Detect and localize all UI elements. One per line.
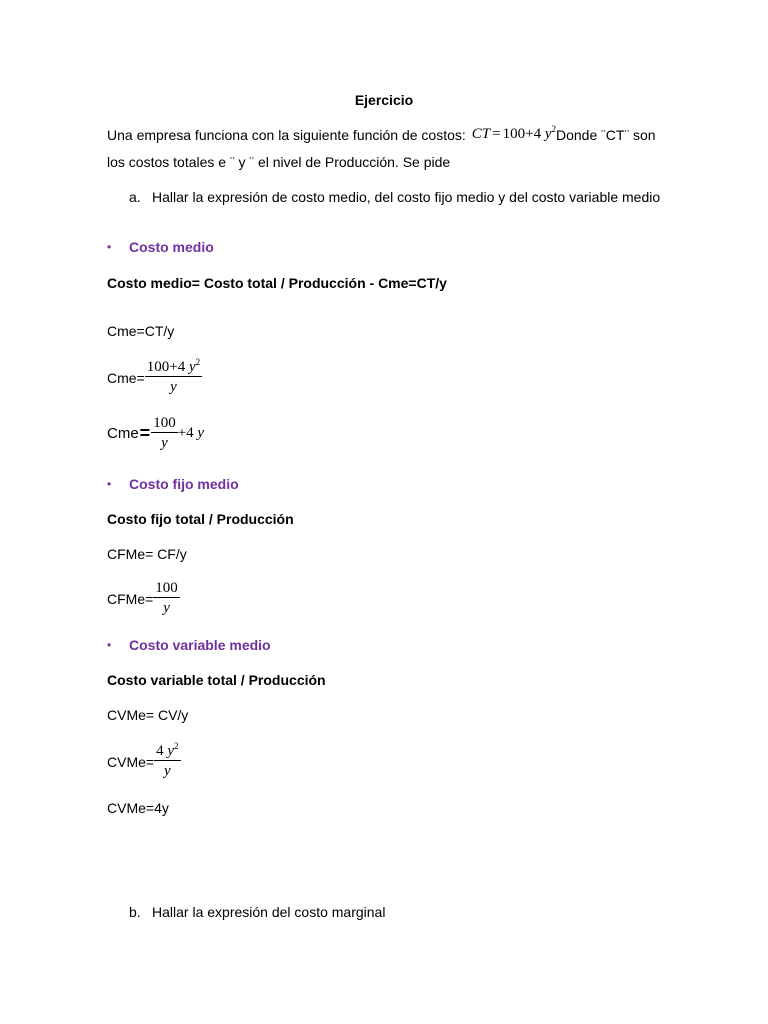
fraction [151,414,178,453]
num-var: y [188,359,196,375]
eq-cme-1: Cme=CT/y [107,323,175,339]
fraction-denominator: y [170,379,177,395]
item-b-text: Hallar la expresión del costo marginal [152,904,386,920]
tail-var: y [197,425,205,441]
bullet-costo-fijo-medio: • [107,477,112,491]
eq-cme-2-label: Cme= [107,369,145,386]
eq-cvme-3: CVMe=4y [107,800,169,816]
fraction-denominator: y [163,763,171,779]
eq-cme-3-label: Cme [107,425,139,442]
heading-costo-fijo-medio: Costo fijo medio [129,476,239,492]
fraction-numerator: 100 [155,580,178,596]
bullet-costo-variable-medio: • [107,638,112,652]
ct-exp: 2 [551,124,556,134]
ct-formula [472,126,556,143]
eq-cfme-2-label: CFMe= [107,590,154,607]
item-b-marker: b. [129,904,141,920]
ct-symbol: CT [471,126,491,142]
num-exp: 2 [195,357,201,367]
fraction-denominator: y [161,435,168,451]
intro-line-1 [107,126,656,143]
def-costo-medio: Costo medio= Costo total / Producción - Cme=CT/y [107,275,447,291]
fraction [153,579,180,618]
eq-cme-2 [107,358,202,397]
ct-var: y [544,126,552,142]
bullet-costo-medio: • [107,240,112,254]
num-value: 4 [156,743,164,759]
heading-costo-medio: Costo medio [129,239,214,255]
intro-text-before: Una empresa funciona con la siguiente función de costos: [107,126,466,143]
fraction-numerator [154,742,180,761]
eq-cfme-2 [107,579,180,618]
eq-cvme-2-label: CVMe= [107,753,155,770]
intro-text-after: Donde ¨CT¨ son [556,126,656,143]
num-var: y [167,743,174,759]
fraction-denominator: y [163,600,170,616]
fraction [145,358,202,397]
num-exp: 2 [174,741,179,751]
def-costo-variable-medio: Costo variable total / Producción [107,672,326,688]
intro-line-2: los costos totales e ¨ y ¨ el nivel de Producción. Se pide [107,154,451,170]
item-a-text: Hallar la expresión de costo medio, del costo fijo medio y del costo variable medio [152,189,661,205]
ct-equals: = [492,126,501,142]
fraction-numerator: 100 [153,415,176,431]
fraction-numerator [145,358,202,377]
num-value: 100+4 [146,359,186,375]
eq-cme-3-tail [178,425,204,442]
eq-cfme-1: CFMe= CF/y [107,546,187,562]
eq-cvme-1: CVMe= CV/y [107,707,189,723]
eq-cme-3-equals: = [139,423,151,443]
fraction [154,742,180,781]
eq-cvme-2 [107,742,181,781]
eq-cme-3 [107,414,204,453]
def-costo-fijo-medio: Costo fijo total / Producción [107,511,294,527]
page-title: Ejercicio [354,92,414,108]
ct-rhs: 100+4 [502,126,542,142]
item-a-marker: a. [129,189,141,205]
tail-value: +4 [177,425,194,441]
heading-costo-variable-medio: Costo variable medio [129,637,271,653]
